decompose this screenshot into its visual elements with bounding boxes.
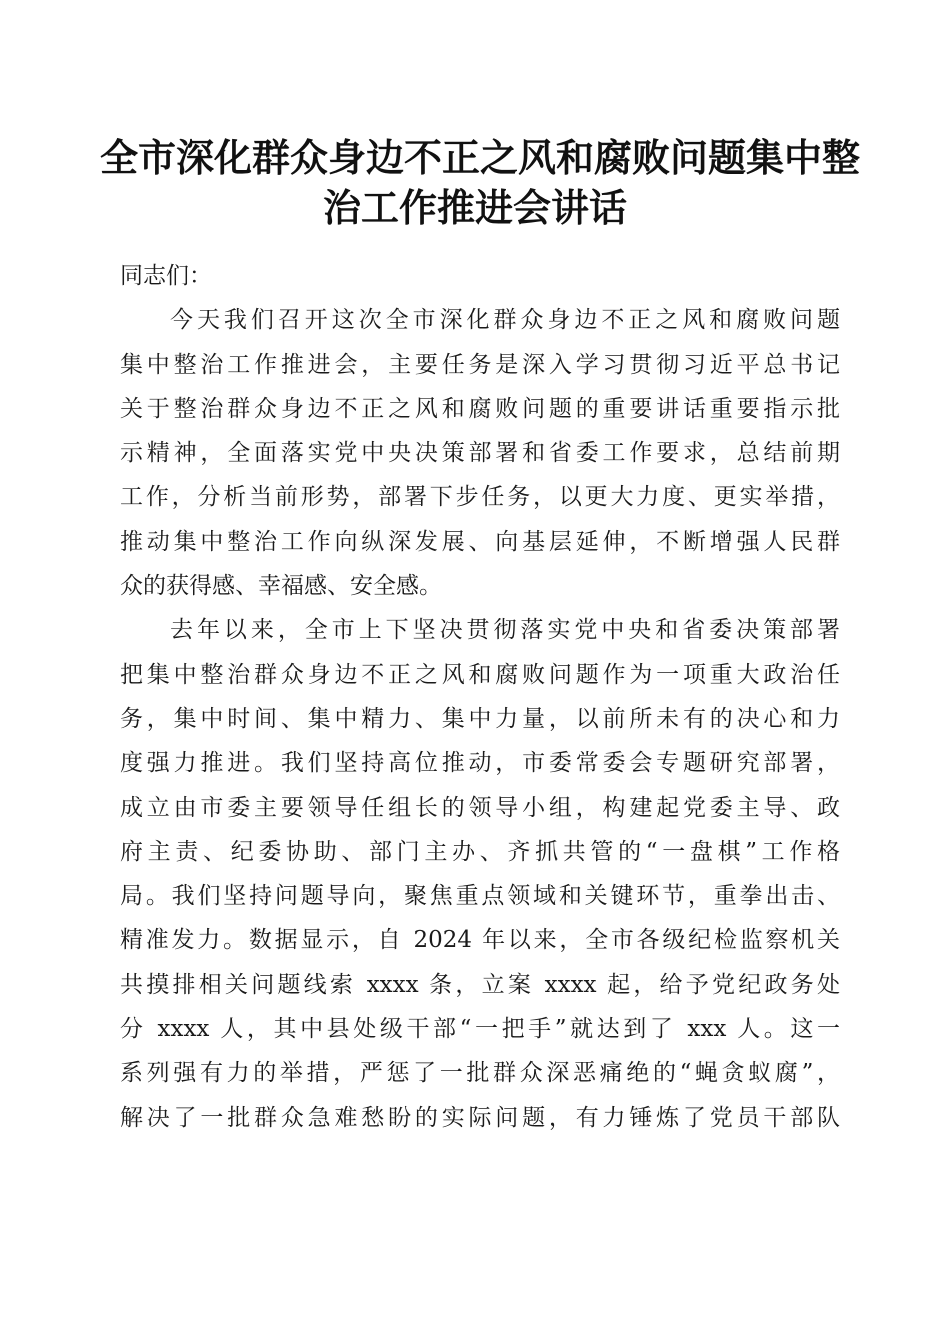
paragraph-line: 共摸排相关问题线索 xxxx 条，立案 xxxx 起，给予党纪政务处 [120, 971, 840, 998]
paragraph-line: 关于整治群众身边不正之风和腐败问题的重要讲话重要指示批 [120, 395, 840, 422]
document-body [120, 254, 840, 1140]
salutation: 同志们： [120, 263, 212, 289]
paragraph-line: 局。我们坚持问题导向，聚焦重点领域和关键环节，重拳出击、 [120, 883, 840, 910]
paragraph-line: 示精神，全面落实党中央决策部署和省委工作要求，总结前期 [120, 440, 840, 467]
paragraph-1 [120, 298, 840, 608]
paragraph-line: 精准发力。数据显示，自 2024 年以来，全市各级纪检监察机关 [120, 927, 840, 954]
paragraph-line: 推动集中整治工作向纵深发展、向基层延伸，不断增强人民群 [120, 528, 840, 555]
paragraph-line: 工作，分析当前形势，部署下步任务，以更大力度、更实举措， [120, 484, 840, 511]
paragraph-line: 务，集中时间、集中精力、集中力量，以前所未有的决心和力 [120, 705, 840, 732]
paragraph-line: 成立由市委主要领导任组长的领导小组，构建起党委主导、政 [120, 794, 840, 821]
paragraph-line: 众的获得感、幸福感、安全感。 [120, 573, 442, 600]
title-line-2: 治工作推进会讲话 [322, 185, 627, 230]
paragraph-line: 去年以来，全市上下坚决贯彻落实党中央和省委决策部署 [170, 617, 840, 644]
paragraph-line: 系列强有力的举措，严惩了一批群众深恶痛绝的“蝇贪蚁腐”， [120, 1060, 840, 1087]
paragraph-line: 解决了一批群众急难愁盼的实际问题，有力锤炼了党员干部队 [120, 1104, 840, 1131]
paragraph-line: 集中整治工作推进会，主要任务是深入学习贯彻习近平总书记 [120, 351, 840, 378]
paragraph-line: 度强力推进。我们坚持高位推动，市委常委会专题研究部署， [120, 750, 840, 777]
paragraph-2 [120, 608, 840, 1140]
paragraph-line: 今天我们召开这次全市深化群众身边不正之风和腐败问题 [170, 307, 840, 334]
paragraph-line: 分 xxxx 人，其中县处级干部“一把手”就达到了 xxx 人。这一 [120, 1016, 840, 1043]
title-line-1: 全市深化群众身边不正之风和腐败问题集中整 [100, 135, 861, 180]
paragraph-line: 把集中整治群众身边不正之风和腐败问题作为一项重大政治任 [120, 661, 840, 688]
document-title [100, 133, 861, 233]
paragraph-line: 府主责、纪委协助、部门主办、齐抓共管的“一盘棋”工作格 [120, 838, 840, 865]
